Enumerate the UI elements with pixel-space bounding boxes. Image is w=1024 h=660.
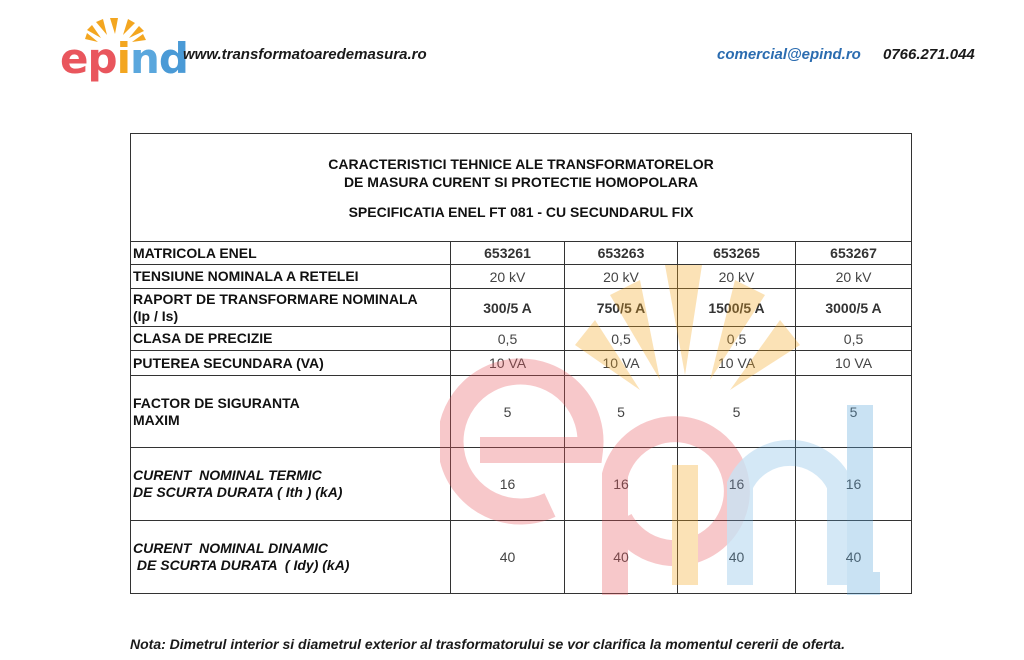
row-label (131, 448, 451, 521)
row-label (131, 521, 451, 594)
row-label-line2: (Ip / Is) (133, 307, 179, 324)
table-cell: 5 (678, 376, 796, 448)
table-cell: 16 (678, 448, 796, 521)
table-cell: 40 (451, 521, 565, 594)
row-label-line1: CURENT NOMINAL DINAMIC (133, 540, 328, 556)
table-cell: 0,5 (451, 327, 565, 351)
table-cell: 0,5 (678, 327, 796, 351)
spec-table (130, 133, 912, 594)
table-cell: 0,5 (565, 327, 678, 351)
table-cell: 10 VA (565, 351, 678, 376)
table-cell: 16 (451, 448, 565, 521)
table-cell: 20 kV (678, 265, 796, 289)
table-cell: 40 (565, 521, 678, 594)
row-label-line1: CURENT NOMINAL TERMIC (133, 467, 322, 483)
row-label-line2: DE SCURTA DURATA ( Idy) (kA) (133, 557, 350, 573)
table-cell: 653265 (678, 242, 796, 265)
phone-number: 0766.271.044 (883, 46, 975, 63)
table-cell: 20 kV (796, 265, 912, 289)
table-cell: 10 VA (451, 351, 565, 376)
table-cell: 5 (451, 376, 565, 448)
email-link[interactable]: comercial@epind.ro (717, 46, 861, 63)
table-row (131, 265, 912, 289)
table-row (131, 521, 912, 594)
row-label: TENSIUNE NOMINALA A RETELEI (131, 265, 451, 289)
table-row (131, 289, 912, 327)
row-label-line1: RAPORT DE TRANSFORMARE NOMINALA (133, 290, 418, 307)
table-cell: 653267 (796, 242, 912, 265)
table-row (131, 351, 912, 376)
table-cell: 16 (796, 448, 912, 521)
row-label: MATRICOLA ENEL (131, 242, 451, 265)
website-link[interactable]: www.transformatoaredemasura.ro (183, 46, 427, 63)
table-cell: 653263 (565, 242, 678, 265)
row-label (131, 289, 451, 327)
footnote: Nota: Dimetrul interior si diametrul exterior al trasformatorului se vor clarifica la momentul cererii de oferta. (130, 636, 845, 652)
table-cell: 0,5 (796, 327, 912, 351)
table-row (131, 242, 912, 265)
row-label-line2: MAXIM (133, 411, 180, 428)
table-cell: 5 (796, 376, 912, 448)
epind-logo (60, 14, 188, 88)
logo-wordmark: epind (60, 34, 188, 83)
row-label (131, 376, 451, 448)
table-row (131, 376, 912, 448)
table-cell: 5 (565, 376, 678, 448)
table-cell: 3000/5 A (796, 289, 912, 327)
table-cell: 1500/5 A (678, 289, 796, 327)
table-cell: 10 VA (796, 351, 912, 376)
table-title-cell (131, 134, 912, 242)
table-cell: 10 VA (678, 351, 796, 376)
table-cell: 20 kV (565, 265, 678, 289)
row-label-line2: DE SCURTA DURATA ( Ith ) (kA) (133, 484, 343, 500)
table-row (131, 327, 912, 351)
row-label: PUTEREA SECUNDARA (VA) (131, 351, 451, 376)
table-cell: 300/5 A (451, 289, 565, 327)
row-label-line1: FACTOR DE SIGURANTA (133, 394, 300, 411)
table-cell: 20 kV (451, 265, 565, 289)
table-title-row (131, 134, 912, 242)
table-cell: 40 (678, 521, 796, 594)
table-cell: 653261 (451, 242, 565, 265)
table-subtitle: SPECIFICATIA ENEL FT 081 - CU SECUNDARUL FIX (348, 203, 694, 220)
table-title-line2: DE MASURA CURENT SI PROTECTIE HOMOPOLARA (343, 173, 699, 190)
table-title-line1: CARACTERISTICI TEHNICE ALE TRANSFORMATORELOR (328, 155, 714, 172)
row-label: CLASA DE PRECIZIE (131, 327, 451, 351)
table-cell: 750/5 A (565, 289, 678, 327)
table-cell: 16 (565, 448, 678, 521)
table-row (131, 448, 912, 521)
table-cell: 40 (796, 521, 912, 594)
